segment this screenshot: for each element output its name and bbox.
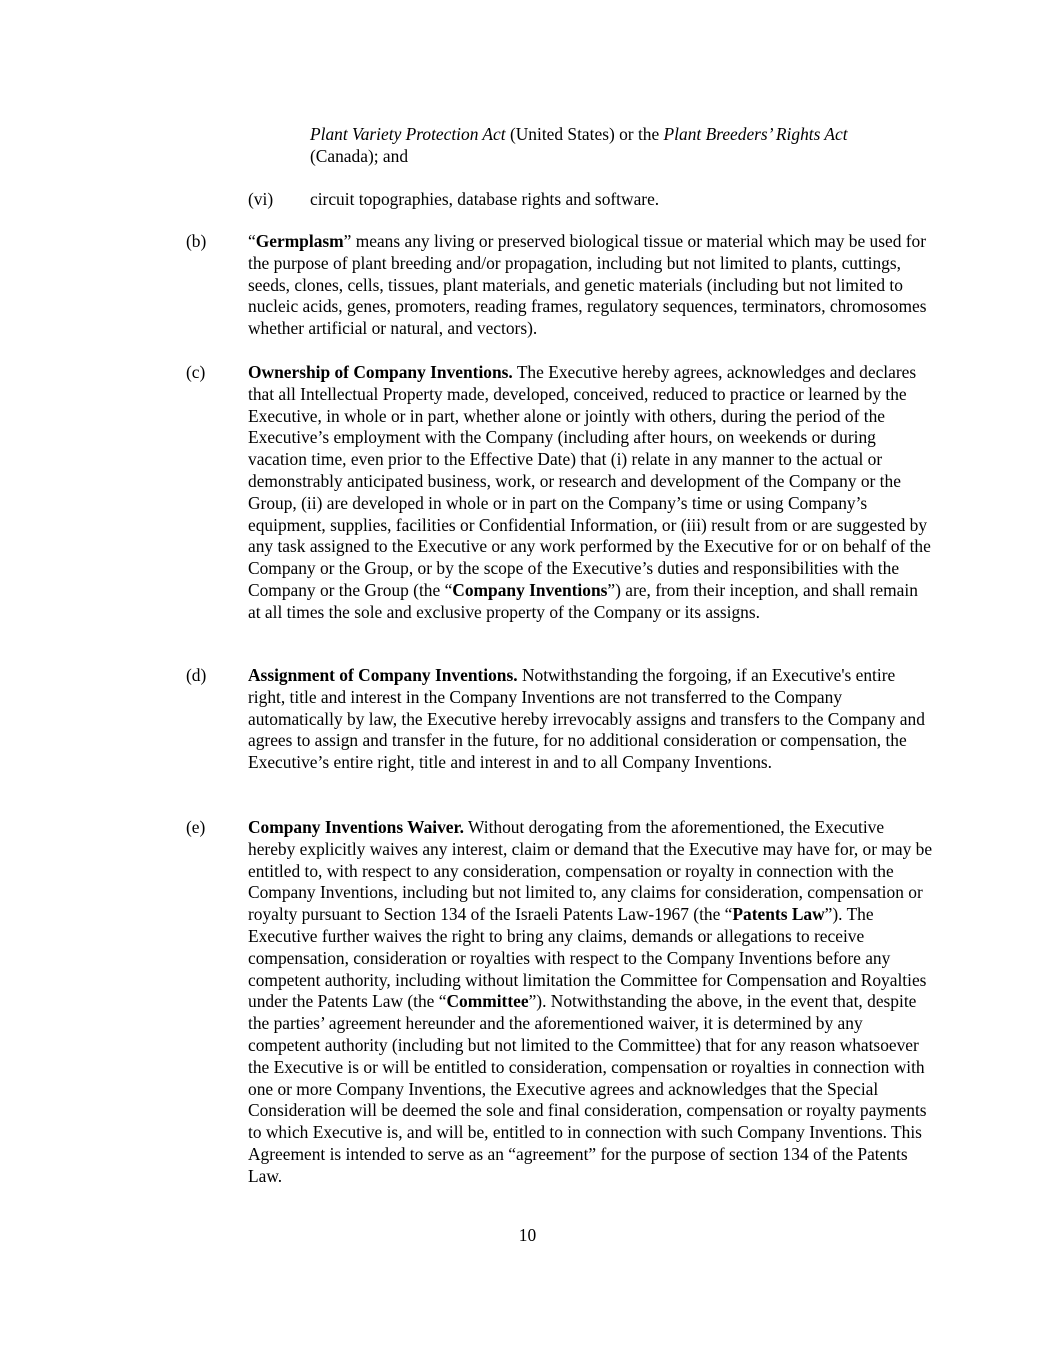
paragraph-body: Assignment of Company Inventions. Notwithstanding the forgoing, if an Executive's entire right, title and interest in the Company Inventions are not transferred to the Company automatically by law, the Executive hereby irrevocably assigns and transfers to the Company and agrees to assign and transfer in the future, for no additional consideration or compensation, the Executive’s entire right, title and interest in and to all Company Inventions. [248, 665, 925, 773]
defined-term: Patents Law [732, 904, 825, 925]
page-number: 10 [518, 1225, 537, 1245]
paragraph-label: (c) [186, 362, 206, 382]
act-title-pvpa: Plant Variety Protection Act [310, 124, 506, 144]
paragraph-body: Company Inventions Waiver. Without derogating from the aforementioned, the Executive hereby explicitly waives any interest, claim or demand that the Executive may have for, or may be entitled to, with respect to any consideration, compensation or royalty in connection with the Company Inventions, including but not limited to, any claims for consideration, compensation or royalty pursuant to Section 134 of the Israeli Patents Law-1967 (the “Patents Law”). The Executive further waives the right to bring any claims, demands or allegations to receive compensation, consideration or royalties with respect to the Company Inventions before any competent authority, including without limitation the Committee for Compensation and Royalties under the Patents Law (the “Committee”). Notwithstanding the above, in the event that, despite the parties’ agreement hereunder and the aforementioned waiver, it is determined by any competent authority (including but not limited to the Committee) that for any reason whatsoever the Executive is or will be entitled to consideration, compensation or royalties in connection with one or more Company Inventions, the Executive agrees and acknowledges that the Special Consideration will be deemed the sole and final consideration, compensation or royalty payments to which Executive is, and will be, entitled to in connection with such Company Inventions. This Agreement is intended to serve as an “agreement” for the purpose of section 134 of the Patents Law. [248, 817, 933, 1186]
paragraph-c [186, 362, 946, 624]
paragraph-label: (b) [186, 231, 207, 251]
paragraph-heading: Company Inventions Waiver. [248, 817, 464, 837]
paragraph-b [186, 231, 946, 340]
act-title-pbra: Plant Breeders’ Rights Act [663, 124, 848, 144]
paragraph-heading: Assignment of Company Inventions. [248, 665, 518, 685]
subitem-text: circuit topographies, database rights and software. [310, 189, 660, 209]
paragraph-d [186, 665, 946, 774]
continuation-line-2: (Canada); and [310, 145, 409, 166]
continuation-text [310, 124, 950, 168]
paragraph-body: “Germplasm” means any living or preserved biological tissue or material which may be used for the purpose of plant breeding and/or propagation, including but not limited to plants, cuttings, seeds, clones, cells, tissues, plant materials, and genetic materials (including but not limited to nucleic acids, genes, promoters, reading frames, regulatory sequences, terminators, chromosomes whether artificial or natural, and vectors). [248, 231, 927, 339]
paragraph-label: (d) [186, 665, 207, 685]
paragraph-body: Ownership of Company Inventions. The Executive hereby agrees, acknowledges and declares that all Intellectual Property made, developed, conceived, reduced to practice or learned by the Executive, in whole or in part, whether alone or jointly with others, during the period of the Executive’s employment with the Company (including after hours, on weekends or during vacation time, even prior to the Effective Date) that (i) relate in any manner to the actual or demonstrably anticipated business, work, or research and development of the Company or the Group, (ii) are developed in whole or in part on the Company’s time or using Company’s equipment, supplies, facilities or Confidential Information, or (iii) result from or are suggested by any task assigned to the Executive or any work performed by the Executive for or on behalf of the Company or the Group, or by the scope of the Executive’s duties and responsibilities with the Company or the Group (the “Company Inventions”) are, from their inception, and shall remain at all times the sole and exclusive property of the Company or its assigns. [248, 362, 931, 622]
subitem-label: (vi) [248, 189, 274, 209]
defined-term: Committee [446, 991, 529, 1012]
paragraph-heading: Ownership of Company Inventions. [248, 362, 513, 382]
paragraph-label: (e) [186, 817, 206, 837]
defined-term: Company Inventions [452, 579, 608, 600]
paragraph-e [186, 817, 946, 1188]
defined-term: Germplasm [255, 231, 344, 251]
continuation-line-1: Plant Variety Protection Act (United States) or the Plant Breeders’ Rights Act [310, 124, 848, 144]
